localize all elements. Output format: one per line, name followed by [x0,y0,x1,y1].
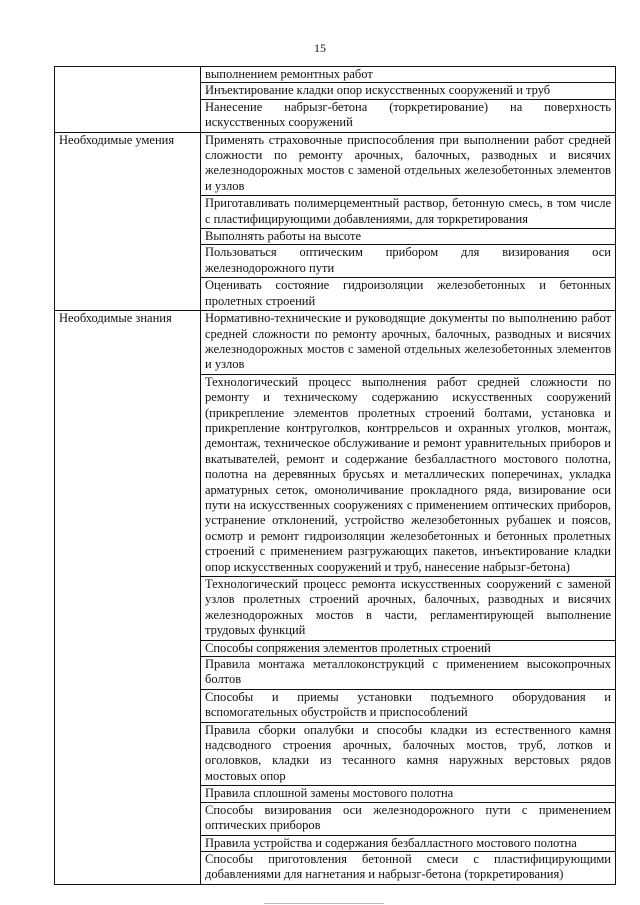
list-item: Пользоваться оптическим прибором для визирования оси железнодорожного пути [201,245,615,278]
row-label-cell [55,67,201,133]
list-item: Способы приготовления бетонной смеси с пластифицирующими добавлениями для нагнетания и набрызг-бетона (торкретирования) [205,851,611,882]
list-item: Приготавливать полимерцементный раствор, бетонную смесь, в том числе с пластифицирующими добавлениями, для торкретирования [201,196,615,229]
list-item: Технологический процесс ремонта искусственных сооружений с заменой узлов пролетных строений арочных, балочных, разводных и висячих железнодорожных мостов в части, регламентирующей выполнение трудовых функций [201,577,615,641]
list-item: Правила сборки опалубки и способы кладки из естественного камня надсводного строения арочных, балочных мостов, труб, лотков и оголовков, кладки из тесанного камня наружных верстовых рядов мостовых опор [201,723,615,787]
list-item: Способы сопряжения элементов пролетных строений [201,641,615,657]
list-item: Применять страховочные приспособления при выполнении работ средней сложности по ремонту арочных, балочных, разводных и висячих железнодорожных мостов с заменой отдельных железобетонных элементов и узлов [201,133,615,197]
row-label: Необходимые знания [59,311,172,326]
page-number: 15 [314,41,326,55]
list-item: Правила сплошной замены мостового полотна [201,786,615,802]
requirements-table [54,66,616,885]
row-label-cell [55,132,201,310]
list-item: Правила монтажа металлоконструкций с применением высокопрочных болтов [201,657,615,690]
list-item: Выполнять работы на высоте [201,229,615,245]
row-content-cell [201,67,616,133]
list-item: Оценивать состояние гидроизоляции железобетонных и бетонных пролетных строений [205,278,611,308]
row-label: Необходимые умения [59,132,175,147]
row-label-cell [55,311,201,885]
list-item: Правила устройства и содержания безбалластного мостового полотна [201,836,615,852]
list-item: Способы и приемы установки подъемного оборудования и вспомогательных обустройств и приспособлений [201,690,615,723]
table-row-continuation [55,67,616,133]
list-item: Способы визирования оси железнодорожного пути с применением оптических приборов [201,803,615,836]
table-row-knowledge [55,311,616,885]
page-bottom-rule [264,903,384,904]
list-item: Нанесение набрызг-бетона (торкретирование) на поверхность искусственных сооружений [205,99,611,130]
row-content-cell [201,311,616,885]
row-content-cell [201,132,616,310]
table-row-skills [55,132,616,310]
list-item: Технологический процесс выполнения работ средней сложности по ремонту и техническому содержанию искусственных сооружений (прикрепление элементов пролетных строений болтами, установка и прикрепление контруголков, контррельсов и охранных уголков, монтаж, демонтаж, техническое обслуживание и ремонт уравнительных приборов и вкатывателей, ремонт и содержание безбалластного мостового полотна, полотна на деревянных брусьях и металлических поперечинах, укладка арматурных сеток, омоноличивание прокладного ряда, визирование оси пути на искусственных сооружениях с применением оптических приборов, устранение отклонений, устройство железобетонных рубашек и поясов, осмотр и ремонт гидроизоляции железобетонных и бетонных пролетных строений с применением разгружающих пакетов, инъектирование кладки опор искусственных сооружений и труб, нанесение набрызг-бетона) [201,375,615,577]
list-item: выполнением ремонтных работ [201,67,615,83]
list-item: Инъектирование кладки опор искусственных сооружений и труб [201,83,615,99]
list-item: Нормативно-технические и руководящие документы по выполнению работ средней сложности по ремонту арочных, балочных, разводных и висячих железнодорожных мостов с заменой отдельных железобетонных элементов и узлов [201,311,615,375]
